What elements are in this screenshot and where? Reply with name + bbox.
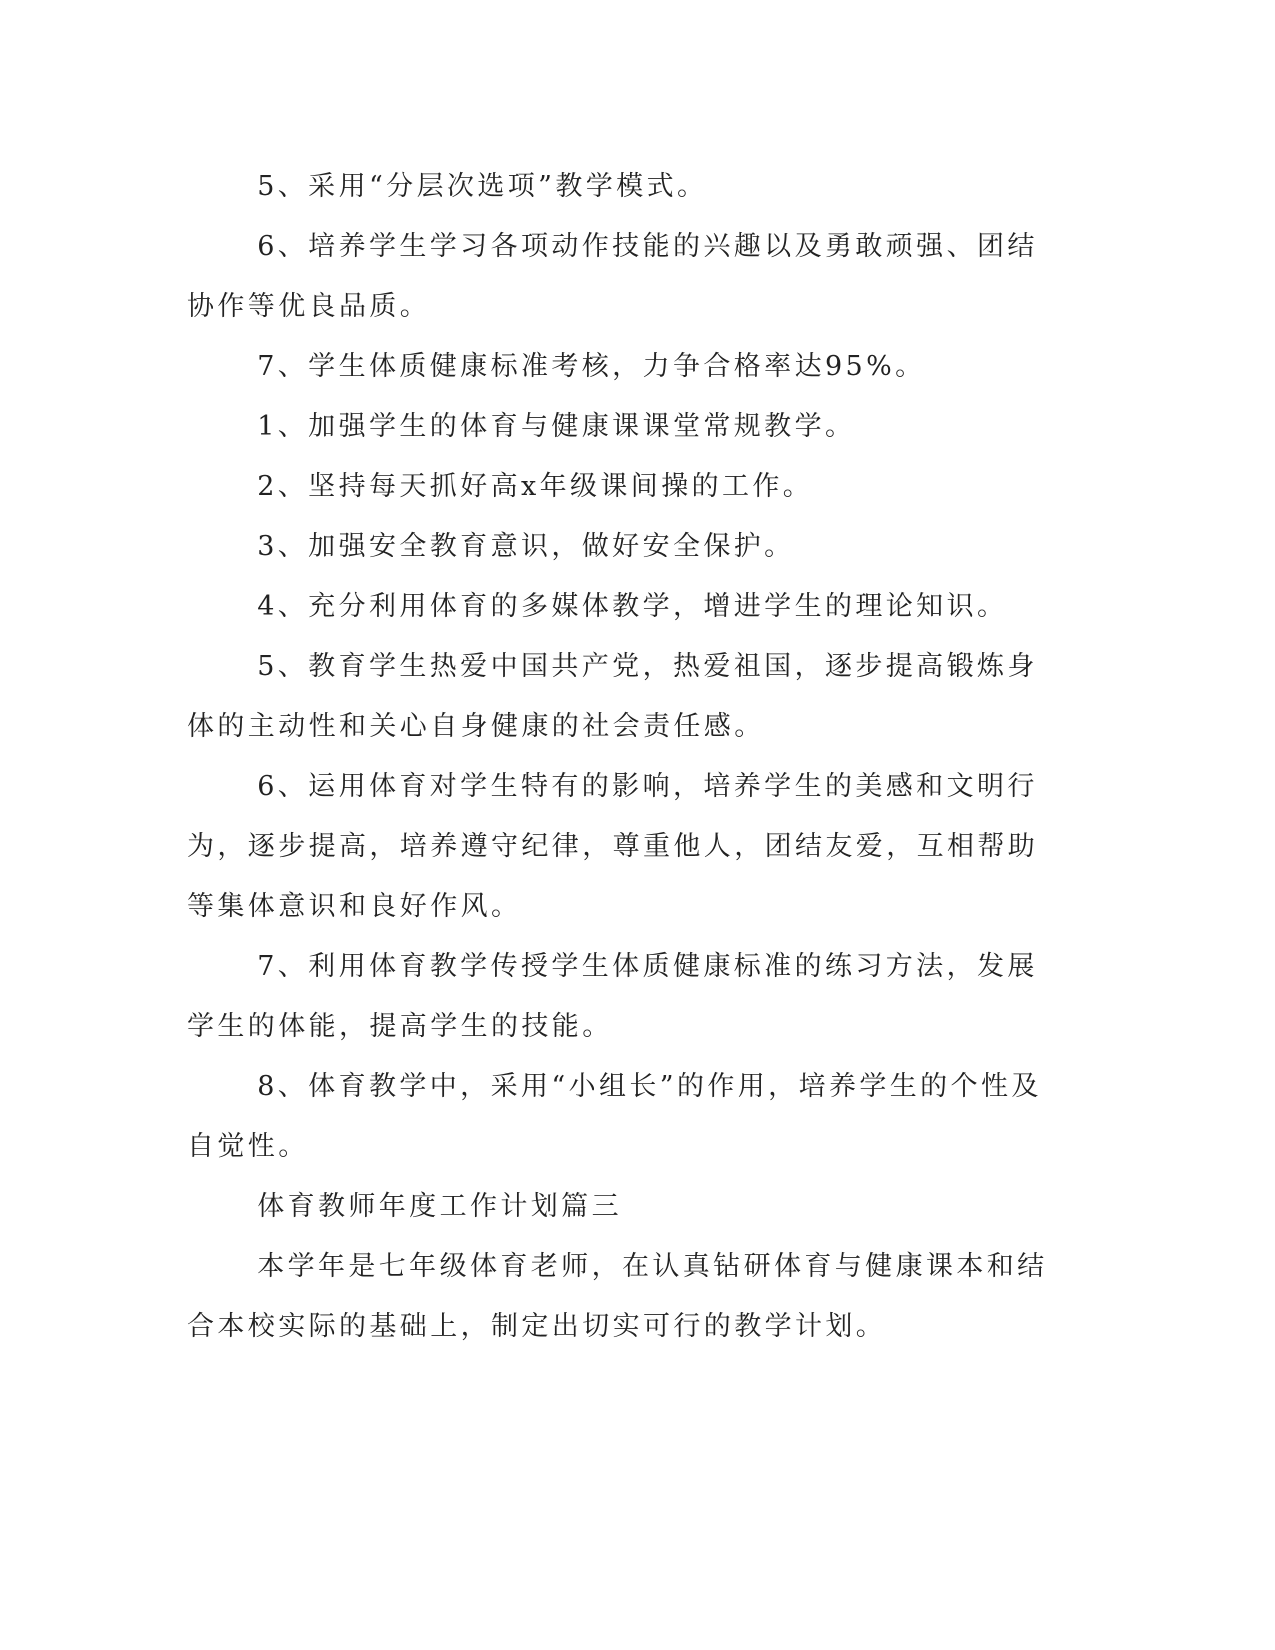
paragraph: 1、加强学生的体育与健康课课堂常规教学。 [257, 411, 856, 442]
paragraph: 4、充分利用体育的多媒体教学，增进学生的理论知识。 [257, 591, 1008, 622]
section-heading: 体育教师年度工作计划篇三 [257, 1191, 622, 1222]
paragraph: 本学年是七年级体育老师，在认真钻研体育与健康课本和结合本校实际的基础上，制定出切实可行的教学计划。 [187, 1251, 1048, 1342]
paragraph: 5、教育学生热爱中国共产党，热爱祖国，逐步提高锻炼身体的主动性和关心自身健康的社会责任感。 [187, 651, 1038, 742]
paragraph: 6、培养学生学习各项动作技能的兴趣以及勇敢顽强、团结协作等优良品质。 [187, 231, 1038, 322]
paragraph: 5、采用“分层次选项”教学模式。 [257, 171, 708, 202]
paragraph: 7、学生体质健康标准考核，力争合格率达95%。 [257, 351, 926, 382]
paragraph: 3、加强安全教育意识，做好安全保护。 [257, 531, 795, 562]
document-body [187, 157, 1055, 1357]
paragraph: 8、体育教学中，采用“小组长”的作用，培养学生的个性及自觉性。 [187, 1071, 1042, 1162]
paragraph: 2、坚持每天抓好高x年级课间操的工作。 [257, 471, 814, 502]
paragraph: 6、运用体育对学生特有的影响，培养学生的美感和文明行为，逐步提高，培养遵守纪律，尊重他人，团结友爱，互相帮助等集体意识和良好作风。 [187, 771, 1039, 922]
paragraph: 7、利用体育教学传授学生体质健康标准的练习方法，发展学生的体能，提高学生的技能。 [187, 951, 1038, 1042]
